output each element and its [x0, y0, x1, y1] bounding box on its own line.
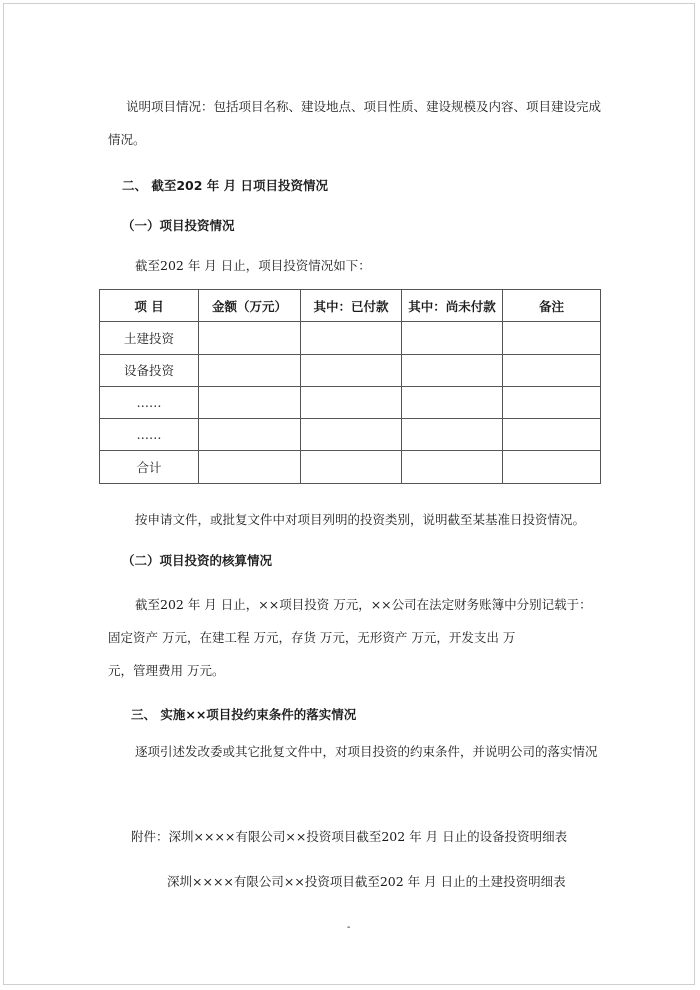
investment-lead: 截至202 年 月 日止，项目投资情况如下： — [135, 258, 371, 273]
section-3-body: 逐项引述发改委或其它批复文件中，对项目投资的约束条件，并说明公司的落实情况 — [135, 744, 598, 759]
section-2-heading: 二、 截至202 年 月 日项目投资情况 — [122, 178, 329, 193]
table-cell — [301, 451, 402, 483]
attachment-line-1: 附件：深圳××××有限公司××投资项目截至202 年 月 日止的设备投资明细表 — [131, 829, 568, 844]
table-header: 其中：已付款 — [301, 290, 402, 322]
table-header-row — [100, 290, 601, 322]
accounting-line-3: 元，管理费用 万元。 — [108, 663, 225, 678]
intro-line-2: 情况。 — [108, 132, 146, 147]
table-row — [100, 322, 601, 354]
table-cell — [503, 419, 601, 451]
row-label: 土建投资 — [100, 322, 199, 354]
table-cell — [199, 419, 301, 451]
table-row — [100, 419, 601, 451]
table-cell — [503, 386, 601, 418]
table-cell — [199, 322, 301, 354]
investment-note: 按申请文件，或批复文件中对项目列明的投资类别，说明截至某基准日投资情况。 — [135, 512, 586, 527]
row-label: 设备投资 — [100, 354, 199, 386]
attachment-line-2: 深圳××××有限公司××投资项目截至202 年 月 日止的土建投资明细表 — [167, 874, 566, 889]
page-mark: - — [347, 922, 351, 933]
accounting-line-1: 截至202 年 月 日止，××项目投资 万元，××公司在法定财务账簿中分别记载于： — [135, 597, 592, 612]
table-header: 其中：尚未付款 — [402, 290, 503, 322]
row-label: …… — [100, 386, 199, 418]
table-cell — [503, 451, 601, 483]
table-total-row — [100, 451, 601, 483]
table-row — [100, 386, 601, 418]
table-cell — [301, 386, 402, 418]
table-cell — [301, 354, 402, 386]
table-cell — [402, 386, 503, 418]
table-header: 备注 — [503, 290, 601, 322]
table-cell — [301, 419, 402, 451]
table-header: 金额（万元） — [199, 290, 301, 322]
investment-table — [99, 289, 601, 484]
table-header: 项 目 — [100, 290, 199, 322]
row-label: …… — [100, 419, 199, 451]
accounting-line-2: 固定资产 万元，在建工程 万元，存货 万元，无形资产 万元，开发支出 万 — [108, 630, 516, 645]
table-cell — [199, 386, 301, 418]
table-cell — [199, 451, 301, 483]
table-row — [100, 354, 601, 386]
intro-line-1: 说明项目情况：包括项目名称、建设地点、项目性质、建设规模及内容、项目建设完成 — [126, 99, 602, 114]
table-cell — [503, 322, 601, 354]
table-cell — [402, 322, 503, 354]
table-cell — [301, 322, 402, 354]
table-cell — [199, 354, 301, 386]
table-cell — [402, 354, 503, 386]
table-cell — [503, 354, 601, 386]
table-cell — [402, 419, 503, 451]
total-label: 合计 — [100, 451, 199, 483]
section-2-2-heading: （二）项目投资的核算情况 — [122, 553, 273, 568]
section-3-heading: 三、 实施××项目投约束条件的落实情况 — [131, 707, 357, 722]
section-2-1-heading: （一）项目投资情况 — [122, 218, 235, 233]
table-cell — [402, 451, 503, 483]
